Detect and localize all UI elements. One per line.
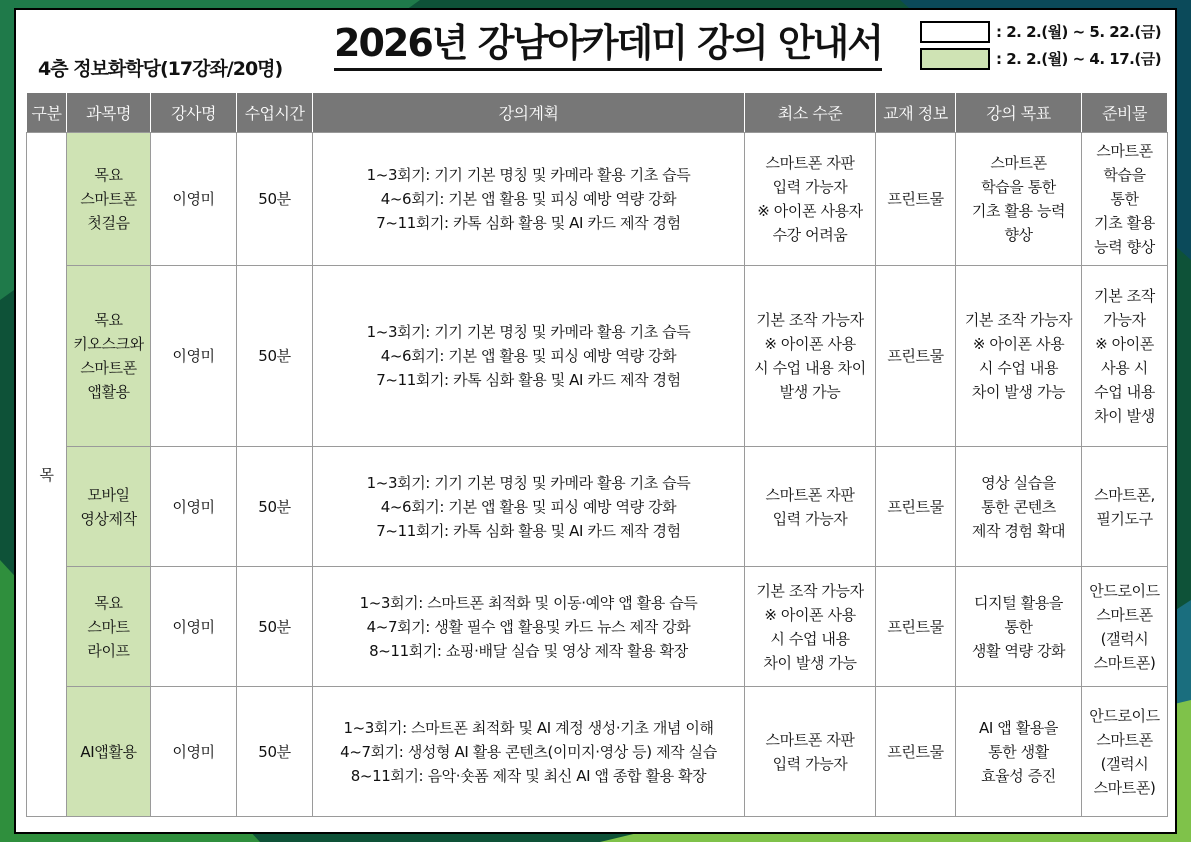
subject-cell-line: 라이프: [87, 641, 130, 660]
table-row: [27, 266, 1168, 447]
table-row: [27, 687, 1168, 817]
goal-cell-line: 통한: [1004, 617, 1033, 636]
supplies-cell-line: 스마트폰: [1096, 142, 1153, 160]
subject-cell: [67, 567, 151, 687]
level-cell-line: 스마트폰 자판: [765, 485, 855, 504]
legend-swatch-white: [920, 21, 990, 43]
column-header: 과목명: [67, 93, 151, 133]
supplies-cell-line: 학습을: [1103, 166, 1146, 184]
level-cell-line: 기본 조작 가능자: [756, 311, 864, 329]
column-header: 교재 정보: [876, 93, 956, 133]
table-header-row: [27, 93, 1168, 133]
goal-cell-line: 차이 발생 가능: [971, 383, 1066, 401]
plan-cell-line: 4~6회기: 기본 앱 활용 및 피싱 예방 역량 강화: [380, 347, 677, 365]
goal-cell-line: 효율성 증진: [981, 766, 1056, 785]
subject-cell-line: 스마트: [87, 617, 130, 636]
subject-cell-line: 모바일: [87, 485, 130, 504]
textbook-cell: 프린트물: [876, 133, 956, 266]
column-header: 강의 목표: [956, 93, 1082, 133]
level-cell-line: 차이 발생 가능: [763, 653, 857, 672]
duration-cell: 50분: [237, 687, 313, 817]
plan-cell-line: 4~6회기: 기본 앱 활용 및 피싱 예방 역량 강화: [380, 497, 677, 516]
supplies-cell-line: 사용 시: [1101, 359, 1148, 377]
goal-cell-line: 스마트폰: [990, 154, 1047, 172]
level-cell-line: 발생 가능: [779, 383, 841, 401]
goal-cell: [956, 133, 1082, 266]
supplies-cell-line: 스마트폰: [1096, 605, 1153, 624]
subject-cell-line: 목요: [94, 593, 123, 612]
subject-cell-line: 영상제작: [80, 509, 137, 528]
subject-cell-line: 목요: [94, 166, 123, 184]
goal-cell-line: 디지털 활용을: [974, 593, 1063, 612]
plan-cell-line: 7~11회기: 카톡 심화 활용 및 AI 카드 제작 경험: [376, 214, 681, 232]
column-header: 강사명: [151, 93, 237, 133]
supplies-cell-line: 기초 활용: [1094, 214, 1155, 232]
table-row: [27, 447, 1168, 567]
column-header: 강의계획: [313, 93, 745, 133]
subject-cell-line: 스마트폰: [80, 190, 137, 208]
subject-cell-line: 첫걸음: [87, 214, 130, 232]
subject-cell: [67, 266, 151, 447]
table-row: [27, 567, 1168, 687]
level-cell-line: 시 수업 내용: [770, 629, 850, 648]
level-cell-line: 기본 조작 가능자: [756, 581, 864, 600]
page-title: 2026년 강남아카데미 강의 안내서: [334, 18, 882, 71]
goal-cell-line: 향상: [1004, 226, 1033, 244]
supplies-cell-line: 수업 내용: [1094, 383, 1155, 401]
goal-cell-line: 영상 실습을: [981, 473, 1056, 492]
goal-cell-line: 학습을 통한: [981, 178, 1056, 196]
goal-cell-line: 통한 콘텐츠: [981, 497, 1056, 516]
level-cell-line: 수강 어려움: [772, 226, 848, 244]
subject-cell-line: 키오스크와: [73, 335, 144, 353]
supplies-cell-line: 가능자: [1103, 311, 1146, 329]
legend-text: : 2. 2.(월) ~ 4. 17.(금): [996, 50, 1162, 68]
subject-cell-line: AI앱활용: [80, 742, 137, 761]
goal-cell-line: 시 수업 내용: [978, 359, 1059, 377]
period-legend: [920, 18, 1170, 72]
plan-cell-line: 1~3회기: 기기 기본 명칭 및 카메라 활용 기초 습득: [366, 166, 691, 184]
goal-cell: [956, 447, 1082, 567]
goal-cell-line: AI 앱 활용을: [979, 718, 1058, 737]
level-cell-line: 스마트폰 자판: [765, 154, 855, 172]
level-cell-line: 입력 가능자: [772, 178, 848, 196]
supplies-cell-line: 차이 발생: [1094, 407, 1155, 425]
table-row: [27, 133, 1168, 266]
instructor-cell: 이영미: [151, 567, 237, 687]
textbook-cell: 프린트물: [876, 266, 956, 447]
supplies-cell-line: 안드로이드: [1089, 706, 1160, 725]
supplies-cell: [1082, 266, 1168, 447]
supplies-cell: [1082, 447, 1168, 567]
supplies-cell-line: 스마트폰): [1093, 653, 1156, 672]
level-cell-line: 입력 가능자: [772, 754, 848, 773]
duration-cell: 50분: [237, 567, 313, 687]
level-cell: [745, 447, 876, 567]
subject-cell-line: 앱활용: [87, 383, 130, 401]
column-header: 준비물: [1082, 93, 1168, 133]
supplies-cell-line: (갤럭시: [1100, 754, 1149, 773]
goal-cell-line: ※ 아이폰 사용: [972, 335, 1065, 353]
supplies-cell: [1082, 567, 1168, 687]
legend-item-green: [920, 45, 1170, 72]
level-cell-line: ※ 아이폰 사용: [764, 335, 856, 353]
plan-cell: [313, 567, 745, 687]
supplies-cell-line: (갤럭시: [1100, 629, 1149, 648]
group-cell: 목: [27, 133, 67, 817]
supplies-cell-line: 기본 조작: [1094, 287, 1155, 305]
plan-cell-line: 1~3회기: 스마트폰 최적화 및 이동·예약 앱 활용 습득: [359, 593, 698, 612]
level-cell: [745, 266, 876, 447]
plan-cell-line: 7~11회기: 카톡 심화 활용 및 AI 카드 제작 경험: [376, 371, 681, 389]
instructor-cell: 이영미: [151, 133, 237, 266]
duration-cell: 50분: [237, 266, 313, 447]
level-cell: [745, 133, 876, 266]
supplies-cell-line: 스마트폰): [1093, 778, 1156, 797]
plan-cell: [313, 133, 745, 266]
textbook-cell: 프린트물: [876, 567, 956, 687]
plan-cell-line: 8~11회기: 음악·숏폼 제작 및 최신 AI 앱 종합 활용 확장: [350, 766, 707, 785]
subject-cell-line: 목요: [94, 311, 123, 329]
goal-cell-line: 생활 역량 강화: [971, 641, 1066, 660]
lecture-schedule-table: [26, 92, 1168, 817]
duration-cell: 50분: [237, 133, 313, 266]
instructor-cell: 이영미: [151, 266, 237, 447]
level-cell-line: ※ 아이폰 사용: [764, 605, 856, 624]
textbook-cell: 프린트물: [876, 687, 956, 817]
plan-cell-line: 4~7회기: 생활 필수 앱 활용및 카드 뉴스 제작 강화: [366, 617, 691, 636]
instructor-cell: 이영미: [151, 447, 237, 567]
level-cell-line: 입력 가능자: [772, 509, 848, 528]
subject-cell: [67, 133, 151, 266]
supplies-cell-line: 필기도구: [1096, 509, 1153, 528]
instructor-cell: 이영미: [151, 687, 237, 817]
plan-cell-line: 1~3회기: 스마트폰 최적화 및 AI 계정 생성·기초 개념 이해: [343, 718, 714, 737]
subject-cell: [67, 447, 151, 567]
goal-cell: [956, 687, 1082, 817]
goal-cell: [956, 266, 1082, 447]
column-header: 최소 수준: [745, 93, 876, 133]
supplies-cell-line: 능력 향상: [1094, 238, 1155, 256]
level-cell-line: ※ 아이폰 사용자: [757, 202, 863, 220]
plan-cell-line: 4~7회기: 생성형 AI 활용 콘텐츠(이미지·영상 등) 제작 실습: [340, 742, 717, 761]
supplies-cell-line: 스마트폰: [1096, 730, 1153, 749]
plan-cell: [313, 687, 745, 817]
plan-cell: [313, 266, 745, 447]
supplies-cell-line: 스마트폰,: [1094, 485, 1155, 504]
supplies-cell-line: 안드로이드: [1089, 581, 1160, 600]
level-cell: [745, 687, 876, 817]
legend-text: : 2. 2.(월) ~ 5. 22.(금): [996, 23, 1162, 41]
plan-cell-line: 1~3회기: 기기 기본 명칭 및 카메라 활용 기초 습득: [366, 323, 691, 341]
level-cell-line: 스마트폰 자판: [765, 730, 855, 749]
supplies-cell: [1082, 687, 1168, 817]
plan-cell-line: 7~11회기: 카톡 심화 활용 및 AI 카드 제작 경험: [376, 521, 681, 540]
plan-cell-line: 8~11회기: 쇼핑·배달 실습 및 영상 제작 활용 확장: [369, 641, 688, 660]
textbook-cell: 프린트물: [876, 447, 956, 567]
goal-cell-line: 통한 생활: [988, 742, 1049, 761]
location-label: 4층 정보화학당(17강좌/20명): [38, 58, 283, 80]
column-header: 수업시간: [237, 93, 313, 133]
goal-cell-line: 기초 활용 능력: [971, 202, 1066, 220]
supplies-cell-line: ※ 아이폰: [1095, 335, 1154, 353]
legend-swatch-green: [920, 48, 990, 70]
subject-cell: [67, 687, 151, 817]
column-header: 구분: [27, 93, 67, 133]
lecture-guide-sheet: [14, 8, 1177, 834]
supplies-cell: [1082, 133, 1168, 266]
goal-cell-line: 기본 조작 가능자: [964, 311, 1073, 329]
plan-cell-line: 4~6회기: 기본 앱 활용 및 피싱 예방 역량 강화: [380, 190, 677, 208]
plan-cell-line: 1~3회기: 기기 기본 명칭 및 카메라 활용 기초 습득: [366, 473, 691, 492]
goal-cell-line: 제작 경험 확대: [971, 521, 1066, 540]
table-body: [27, 133, 1168, 817]
plan-cell: [313, 447, 745, 567]
supplies-cell-line: 통한: [1110, 190, 1139, 208]
legend-item-white: [920, 18, 1170, 45]
level-cell-line: 시 수업 내용 차이: [754, 359, 866, 377]
level-cell: [745, 567, 876, 687]
subject-cell-line: 스마트폰: [80, 359, 137, 377]
duration-cell: 50분: [237, 447, 313, 567]
goal-cell: [956, 567, 1082, 687]
